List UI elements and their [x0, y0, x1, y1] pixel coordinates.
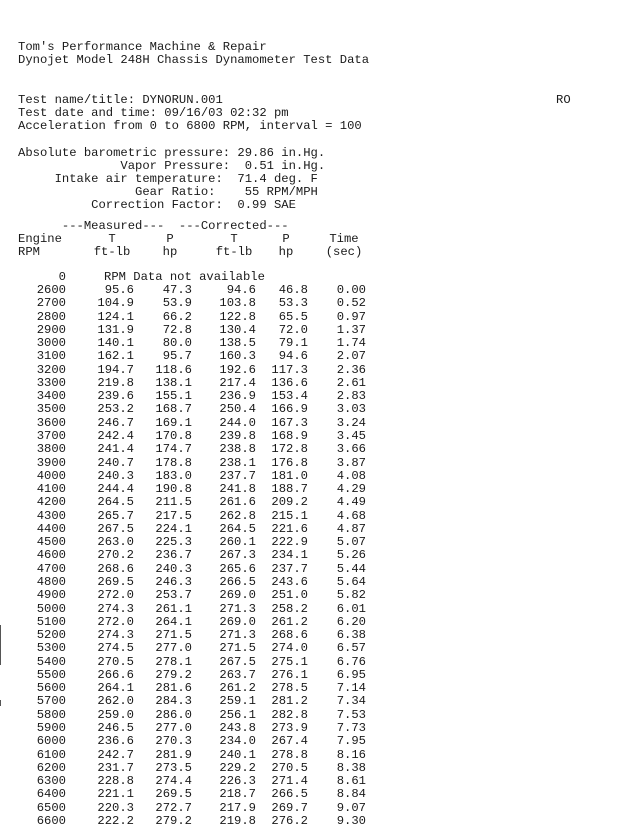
measured-power-cell: 178.8	[155, 455, 192, 470]
rpm-cell: 3000	[36, 336, 66, 351]
time-cell: 0.52	[336, 296, 366, 311]
corrected-power-cell: 274.0	[271, 641, 308, 656]
header-rpm-unit: RPM	[18, 245, 40, 259]
rpm-cell: 3900	[36, 455, 66, 470]
header-corrected-torque: T	[230, 232, 238, 246]
corrected-power-cell: 251.0	[271, 588, 308, 603]
time-cell: 6.57	[336, 641, 366, 656]
corrected-torque-cell: 103.8	[219, 296, 256, 311]
measured-torque-cell: 269.5	[97, 574, 134, 589]
rpm-cell: 3800	[36, 442, 66, 457]
measured-power-cell: 284.3	[155, 694, 192, 709]
rpm-cell: 5300	[36, 641, 66, 656]
measured-power-cell: 270.3	[155, 734, 192, 749]
header-time: Time	[329, 232, 359, 246]
rpm-cell: 6500	[36, 800, 66, 815]
measured-torque-cell: 131.9	[97, 322, 134, 337]
measured-torque-cell: 222.2	[97, 813, 134, 828]
measured-power-cell: 236.7	[155, 548, 192, 563]
rpm-cell: 2700	[36, 296, 66, 311]
measured-torque-cell: 264.1	[97, 681, 134, 696]
rpm-cell: 4000	[36, 468, 66, 483]
measured-torque-cell: 221.1	[97, 787, 134, 802]
time-cell: 5.44	[336, 561, 366, 576]
measured-power-cell: 271.5	[155, 628, 192, 642]
corrected-torque-cell: 122.8	[219, 309, 256, 324]
corrected-torque-cell: 229.2	[219, 760, 256, 775]
rpm-cell: 6100	[36, 747, 66, 762]
rpm-cell: 5700	[36, 694, 66, 709]
rpm-cell: 4600	[36, 548, 66, 563]
rpm-cell: 6400	[36, 787, 66, 802]
rpm-cell: 2600	[36, 283, 66, 297]
time-cell: 8.38	[336, 760, 366, 775]
time-cell: 6.95	[336, 667, 366, 682]
vapor-pressure: Vapor Pressure: 0.51 in.Hg.	[18, 159, 326, 173]
measured-power-cell: 138.1	[155, 375, 192, 390]
corrected-torque-cell: 263.7	[219, 667, 256, 682]
rpm-cell: 5200	[36, 628, 66, 642]
corrected-torque-cell: 256.1	[219, 707, 256, 722]
measured-torque-cell: 259.0	[97, 707, 134, 722]
rpm-cell: 5100	[36, 614, 66, 629]
rpm-cell: 4400	[36, 521, 66, 536]
measured-torque-cell: 104.9	[97, 296, 134, 311]
correction-factor: Correction Factor: 0.99 SAE	[18, 198, 296, 212]
test-name: Test name/title: DYNORUN.001	[18, 93, 223, 107]
corrected-torque-cell: 241.8	[219, 482, 256, 496]
measured-torque-cell: 240.3	[97, 468, 134, 483]
time-cell: 8.84	[336, 787, 366, 802]
corrected-torque-cell: 260.1	[219, 535, 256, 550]
rpm-cell: 5900	[36, 720, 66, 735]
measured-torque-cell: 239.6	[97, 389, 134, 404]
corrected-power-cell: 278.8	[271, 747, 308, 762]
corrected-power-cell: 261.2	[271, 614, 308, 629]
corrected-torque-cell: 218.7	[219, 787, 256, 802]
corrected-torque-cell: 237.7	[219, 468, 256, 483]
measured-torque-cell: 194.7	[97, 362, 134, 377]
corrected-power-cell: 237.7	[271, 561, 308, 576]
corrected-torque-cell: 226.3	[219, 774, 256, 788]
rpm-cell: 5500	[36, 667, 66, 682]
corrected-power-cell: 266.5	[271, 787, 308, 802]
measured-power-cell: 261.1	[155, 601, 192, 616]
rpm-cell: 5800	[36, 707, 66, 722]
corrected-torque-cell: 267.3	[219, 548, 256, 563]
time-cell: 4.08	[336, 468, 366, 483]
measured-torque-cell: 272.0	[97, 588, 134, 603]
measured-power-cell: 47.3	[162, 283, 192, 297]
test-date: Test date and time: 09/16/03 02:32 pm	[18, 106, 289, 120]
rpm-cell: 3500	[36, 402, 66, 417]
measured-torque-cell: 274.3	[97, 601, 134, 616]
corrected-torque-cell: 219.8	[219, 813, 256, 828]
corrected-power-cell: 172.8	[271, 442, 308, 457]
measured-power-cell: 183.0	[155, 468, 192, 483]
scan-edge-mark	[0, 625, 1, 665]
measured-power-cell: 169.1	[155, 415, 192, 430]
measured-power-cell: 274.4	[155, 774, 192, 788]
scan-edge-mark-lower	[0, 700, 1, 706]
measured-power-cell: 246.3	[155, 574, 192, 589]
corrected-torque-cell: 271.5	[219, 641, 256, 656]
measured-torque-cell: 246.5	[97, 720, 134, 735]
corrected-torque-cell: 262.8	[219, 508, 256, 523]
corrected-torque-cell: 265.6	[219, 561, 256, 576]
measured-torque-cell: 266.6	[97, 667, 134, 682]
measured-torque-cell: 268.6	[97, 561, 134, 576]
corrected-torque-cell: 264.5	[219, 521, 256, 536]
measured-power-cell: 278.1	[155, 654, 192, 669]
rpm-cell: 2800	[36, 309, 66, 324]
rpm-cell: 6200	[36, 760, 66, 775]
header-measured-torque-unit: ft-lb	[93, 245, 131, 259]
corrected-power-cell: 168.9	[271, 429, 308, 443]
measured-power-cell: 269.5	[155, 787, 192, 802]
measured-power-cell: 279.2	[155, 667, 192, 682]
time-cell: 0.00	[336, 283, 366, 297]
measured-power-cell: 240.3	[155, 561, 192, 576]
rpm-cell: 4500	[36, 535, 66, 550]
time-cell: 8.16	[336, 747, 366, 762]
time-cell: 3.24	[336, 415, 366, 430]
measured-torque-cell: 272.0	[97, 614, 134, 629]
corrected-power-cell: 188.7	[271, 482, 308, 496]
measured-power-cell: 80.0	[162, 336, 192, 351]
corrected-power-cell: 243.6	[271, 574, 308, 589]
time-cell: 1.37	[336, 322, 366, 337]
corrected-power-cell: 268.6	[271, 628, 308, 642]
time-cell: 5.07	[336, 535, 366, 550]
corrected-power-cell: 215.1	[271, 508, 308, 523]
corrected-power-cell: 271.4	[271, 774, 308, 788]
corrected-power-cell: 117.3	[271, 362, 308, 377]
measured-torque-cell: 240.7	[97, 455, 134, 470]
rpm-cell: 3300	[36, 375, 66, 390]
corrected-power-cell: 176.8	[271, 455, 308, 470]
measured-power-cell: 72.8	[162, 322, 192, 337]
measured-torque-cell: 236.6	[97, 734, 134, 749]
measured-power-cell: 225.3	[155, 535, 192, 550]
corrected-torque-cell: 261.2	[219, 681, 256, 696]
measured-power-cell: 118.6	[155, 362, 192, 377]
measured-torque-cell: 242.7	[97, 747, 134, 762]
shop-name: Tom's Performance Machine & Repair	[18, 40, 267, 54]
time-cell: 7.34	[336, 694, 366, 709]
time-cell: 4.87	[336, 521, 366, 536]
time-cell: 7.73	[336, 720, 366, 735]
header-measured-torque: T	[108, 232, 116, 246]
header-corrected-torque-unit: ft-lb	[215, 245, 253, 259]
time-cell: 7.53	[336, 707, 366, 722]
corrected-power-cell: 72.0	[278, 322, 308, 337]
rpm-cell: 2900	[36, 322, 66, 337]
time-cell: 3.87	[336, 455, 366, 470]
rpm-cell: 5000	[36, 601, 66, 616]
corrected-power-cell: 276.2	[271, 813, 308, 828]
time-cell: 6.20	[336, 614, 366, 629]
measured-torque-cell: 267.5	[97, 521, 134, 536]
time-cell: 4.49	[336, 495, 366, 510]
corrected-torque-cell: 236.9	[219, 389, 256, 404]
corrected-power-cell: 167.3	[271, 415, 308, 430]
corrected-torque-cell: 234.0	[219, 734, 256, 749]
corrected-power-cell: 79.1	[278, 336, 308, 351]
corrected-torque-cell: 160.3	[219, 349, 256, 364]
measured-torque-cell: 246.7	[97, 415, 134, 430]
measured-power-cell: 174.7	[155, 442, 192, 457]
measured-power-cell: 281.9	[155, 747, 192, 762]
measured-torque-cell: 263.0	[97, 535, 134, 550]
corrected-torque-cell: 239.8	[219, 429, 256, 443]
measured-power-cell: 211.5	[155, 495, 192, 510]
rpm-cell: 6300	[36, 774, 66, 788]
header-time-unit: (sec)	[325, 245, 363, 259]
corrected-power-cell: 46.8	[278, 283, 308, 297]
corrected-power-cell: 221.6	[271, 521, 308, 536]
measured-torque-cell: 162.1	[97, 349, 134, 364]
rpm-cell: 3200	[36, 362, 66, 377]
header-corrected-power: P	[282, 232, 290, 246]
column-group-header: ---Measured--- ---Corrected---	[18, 219, 289, 233]
corrected-power-cell: 166.9	[271, 402, 308, 417]
corrected-torque-cell: 217.9	[219, 800, 256, 815]
time-cell: 8.61	[336, 774, 366, 788]
corrected-power-cell: 282.8	[271, 707, 308, 722]
measured-torque-cell: 270.2	[97, 548, 134, 563]
intake-air-temperature: Intake air temperature: 71.4 deg. F	[18, 172, 318, 186]
measured-torque-cell: 244.4	[97, 482, 134, 496]
time-cell: 1.74	[336, 336, 366, 351]
measured-power-cell: 168.7	[155, 402, 192, 417]
corrected-power-cell: 53.3	[278, 296, 308, 311]
measured-torque-cell: 219.8	[97, 375, 134, 390]
time-cell: 9.30	[336, 813, 366, 828]
measured-power-cell: 272.7	[155, 800, 192, 815]
time-cell: 6.76	[336, 654, 366, 669]
measured-power-cell: 217.5	[155, 508, 192, 523]
corrected-torque-cell: 271.3	[219, 628, 256, 642]
time-cell: 2.61	[336, 375, 366, 390]
time-cell: 3.45	[336, 429, 366, 443]
time-cell: 7.95	[336, 734, 366, 749]
corrected-power-cell: 267.4	[271, 734, 308, 749]
corrected-power-cell: 281.2	[271, 694, 308, 709]
measured-torque-cell: 262.0	[97, 694, 134, 709]
corrected-power-cell: 181.0	[271, 468, 308, 483]
corrected-torque-cell: 243.8	[219, 720, 256, 735]
corrected-torque-cell: 250.4	[219, 402, 256, 417]
measured-power-cell: 155.1	[155, 389, 192, 404]
time-cell: 0.97	[336, 309, 366, 324]
dyno-model-title: Dynojet Model 248H Chassis Dynamometer Test Data	[18, 53, 370, 67]
corrected-torque-cell: 138.5	[219, 336, 256, 351]
corrected-torque-cell: 130.4	[219, 322, 256, 337]
rpm-cell: 6000	[36, 734, 66, 749]
gear-ratio: Gear Ratio: 55 RPM/MPH	[18, 185, 318, 199]
acceleration-range: Acceleration from 0 to 6800 RPM, interval = 100	[18, 119, 362, 133]
measured-torque-cell: 264.5	[97, 495, 134, 510]
rpm-cell: 4900	[36, 588, 66, 603]
corrected-power-cell: 258.2	[271, 601, 308, 616]
corrected-power-cell: 209.2	[271, 495, 308, 510]
corrected-power-cell: 153.4	[271, 389, 308, 404]
time-cell: 6.01	[336, 601, 366, 616]
time-cell: 3.66	[336, 442, 366, 457]
measured-torque-cell: 270.5	[97, 654, 134, 669]
time-cell: 5.82	[336, 588, 366, 603]
corner-tag: RO	[556, 93, 571, 107]
rpm-cell: 4200	[36, 495, 66, 510]
rpm-zero: 0	[58, 270, 66, 284]
measured-power-cell: 170.8	[155, 429, 192, 443]
measured-torque-cell: 274.3	[97, 628, 134, 642]
corrected-power-cell: 278.5	[271, 681, 308, 696]
corrected-torque-cell: 266.5	[219, 574, 256, 589]
corrected-power-cell: 269.7	[271, 800, 308, 815]
corrected-torque-cell: 261.6	[219, 495, 256, 510]
corrected-torque-cell: 259.1	[219, 694, 256, 709]
corrected-torque-cell: 269.0	[219, 614, 256, 629]
rpm-cell: 3600	[36, 415, 66, 430]
corrected-torque-cell: 269.0	[219, 588, 256, 603]
corrected-torque-cell: 244.0	[219, 415, 256, 430]
measured-power-cell: 281.6	[155, 681, 192, 696]
rpm-cell: 4300	[36, 508, 66, 523]
rpm-cell: 5400	[36, 654, 66, 669]
measured-torque-cell: 242.4	[97, 429, 134, 443]
measured-torque-cell: 220.3	[97, 800, 134, 815]
rpm-cell: 3100	[36, 349, 66, 364]
time-cell: 4.68	[336, 508, 366, 523]
corrected-power-cell: 94.6	[278, 349, 308, 364]
time-cell: 9.07	[336, 800, 366, 815]
rpm-cell: 3700	[36, 429, 66, 443]
time-cell: 2.83	[336, 389, 366, 404]
corrected-power-cell: 65.5	[278, 309, 308, 324]
barometric-pressure: Absolute barometric pressure: 29.86 in.Hg.	[18, 146, 326, 160]
corrected-power-cell: 270.5	[271, 760, 308, 775]
time-cell: 5.26	[336, 548, 366, 563]
measured-power-cell: 253.7	[155, 588, 192, 603]
time-cell: 2.36	[336, 362, 366, 377]
corrected-power-cell: 275.1	[271, 654, 308, 669]
measured-power-cell: 279.2	[155, 813, 192, 828]
measured-power-cell: 264.1	[155, 614, 192, 629]
corrected-power-cell: 222.9	[271, 535, 308, 550]
measured-torque-cell: 140.1	[97, 336, 134, 351]
measured-power-cell: 95.7	[162, 349, 192, 364]
rpm-cell: 4100	[36, 482, 66, 496]
no-data-note: RPM Data not available	[104, 270, 265, 284]
measured-torque-cell: 265.7	[97, 508, 134, 523]
corrected-torque-cell: 94.6	[226, 283, 256, 297]
measured-torque-cell: 228.8	[97, 774, 134, 788]
header-corrected-power-unit: hp	[278, 245, 294, 259]
corrected-power-cell: 136.6	[271, 375, 308, 390]
corrected-power-cell: 276.1	[271, 667, 308, 682]
measured-power-cell: 66.2	[162, 309, 192, 324]
rpm-cell: 4800	[36, 574, 66, 589]
measured-power-cell: 273.5	[155, 760, 192, 775]
time-cell: 3.03	[336, 402, 366, 417]
time-cell: 6.38	[336, 628, 366, 642]
measured-power-cell: 53.9	[162, 296, 192, 311]
header-engine: Engine	[18, 232, 62, 246]
measured-torque-cell: 253.2	[97, 402, 134, 417]
measured-torque-cell: 231.7	[97, 760, 134, 775]
corrected-power-cell: 234.1	[271, 548, 308, 563]
time-cell: 2.07	[336, 349, 366, 364]
corrected-power-cell: 273.9	[271, 720, 308, 735]
rpm-cell: 4700	[36, 561, 66, 576]
corrected-torque-cell: 238.8	[219, 442, 256, 457]
corrected-torque-cell: 240.1	[219, 747, 256, 762]
rpm-cell: 6600	[36, 813, 66, 828]
time-cell: 7.14	[336, 681, 366, 696]
measured-torque-cell: 274.5	[97, 641, 134, 656]
measured-torque-cell: 241.4	[97, 442, 134, 457]
measured-power-cell: 277.0	[155, 641, 192, 656]
measured-power-cell: 224.1	[155, 521, 192, 536]
rpm-cell: 5600	[36, 681, 66, 696]
corrected-torque-cell: 238.1	[219, 455, 256, 470]
header-measured-power-unit: hp	[162, 245, 178, 259]
time-cell: 4.29	[336, 482, 366, 496]
measured-power-cell: 190.8	[155, 482, 192, 496]
rpm-cell: 3400	[36, 389, 66, 404]
corrected-torque-cell: 217.4	[219, 375, 256, 390]
time-cell: 5.64	[336, 574, 366, 589]
corrected-torque-cell: 192.6	[219, 362, 256, 377]
measured-power-cell: 286.0	[155, 707, 192, 722]
measured-torque-cell: 95.6	[104, 283, 134, 297]
measured-torque-cell: 124.1	[97, 309, 134, 324]
corrected-torque-cell: 271.3	[219, 601, 256, 616]
corrected-torque-cell: 267.5	[219, 654, 256, 669]
measured-power-cell: 277.0	[155, 720, 192, 735]
header-measured-power: P	[166, 232, 174, 246]
